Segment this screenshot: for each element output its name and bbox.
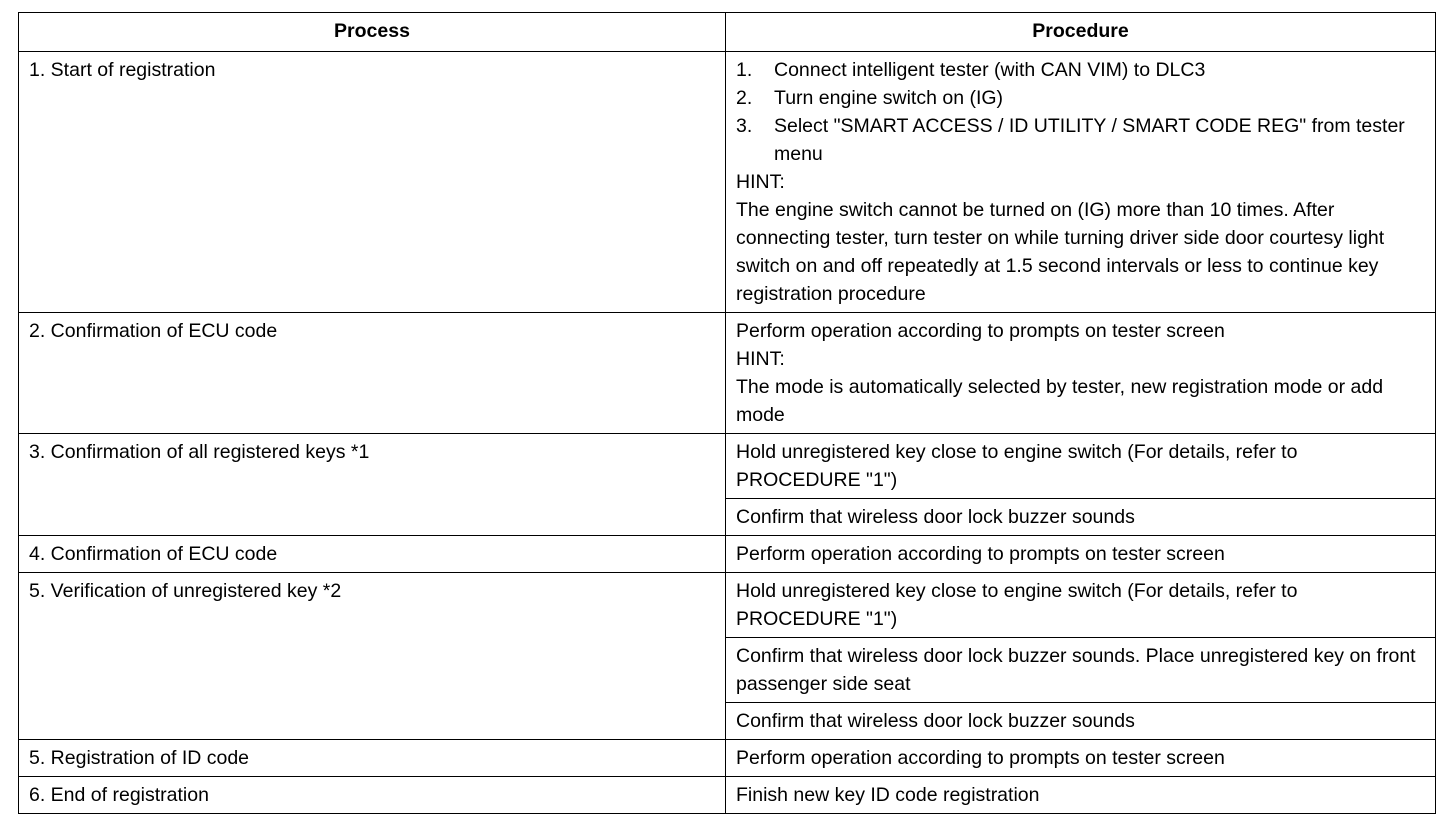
- step-text: Select "SMART ACCESS / ID UTILITY / SMART CODE REG" from tester menu: [774, 115, 1405, 165]
- step-text: Turn engine switch on (IG): [774, 87, 1004, 109]
- table-row: [19, 573, 1436, 638]
- procedure-cell: Confirm that wireless door lock buzzer sounds: [726, 499, 1436, 536]
- table-row: [19, 740, 1436, 777]
- procedure-cell: Hold unregistered key close to engine switch (For details, refer to PROCEDURE "1"): [726, 573, 1436, 638]
- table-row: [19, 777, 1436, 814]
- process-cell: 3. Confirmation of all registered keys *1: [19, 434, 726, 536]
- procedure-step-list: [736, 56, 1425, 168]
- process-cell: 4. Confirmation of ECU code: [19, 536, 726, 573]
- procedure-cell: Perform operation according to prompts on tester screen: [726, 536, 1436, 573]
- table-header-row: [19, 13, 1436, 52]
- header-process: Process: [19, 13, 726, 52]
- procedure-cell: Hold unregistered key close to engine switch (For details, refer to PROCEDURE "1"): [726, 434, 1436, 499]
- procedure-cell: Finish new key ID code registration: [726, 777, 1436, 814]
- hint-label: HINT:: [736, 348, 785, 370]
- header-procedure: Procedure: [726, 13, 1436, 52]
- step-number: 1.: [736, 59, 753, 81]
- procedure-cell: Perform operation according to prompts on tester screen: [726, 740, 1436, 777]
- process-cell: 1. Start of registration: [19, 52, 726, 313]
- hint-text: The mode is automatically selected by tester, new registration mode or add mode: [736, 376, 1384, 426]
- hint-text: The engine switch cannot be turned on (IG) more than 10 times. After connecting tester, turn tester on while turning driver side door courtesy light switch on and off repeatedly at 1.5 second intervals or less to continue key registration procedure: [736, 199, 1385, 305]
- table-row: [19, 536, 1436, 573]
- process-cell: 6. End of registration: [19, 777, 726, 814]
- table-row: [19, 52, 1436, 313]
- table-row: [19, 434, 1436, 499]
- process-cell: 2. Confirmation of ECU code: [19, 313, 726, 434]
- procedure-cell: Confirm that wireless door lock buzzer sounds. Place unregistered key on front passenger side seat: [726, 638, 1436, 703]
- procedure-step: [736, 112, 1425, 168]
- step-number: 2.: [736, 87, 753, 109]
- procedure-cell: [726, 52, 1436, 313]
- procedure-text: Perform operation according to prompts on tester screen: [736, 320, 1225, 342]
- procedure-step: [736, 56, 1425, 84]
- table-row: [19, 313, 1436, 434]
- process-cell: 5. Registration of ID code: [19, 740, 726, 777]
- procedure-cell: [726, 313, 1436, 434]
- step-text: Connect intelligent tester (with CAN VIM) to DLC3: [774, 59, 1206, 81]
- procedure-cell: Confirm that wireless door lock buzzer sounds: [726, 703, 1436, 740]
- hint-label: HINT:: [736, 171, 785, 193]
- registration-procedure-table: [18, 12, 1436, 814]
- step-number: 3.: [736, 115, 753, 137]
- procedure-step: [736, 84, 1425, 112]
- process-cell: 5. Verification of unregistered key *2: [19, 573, 726, 740]
